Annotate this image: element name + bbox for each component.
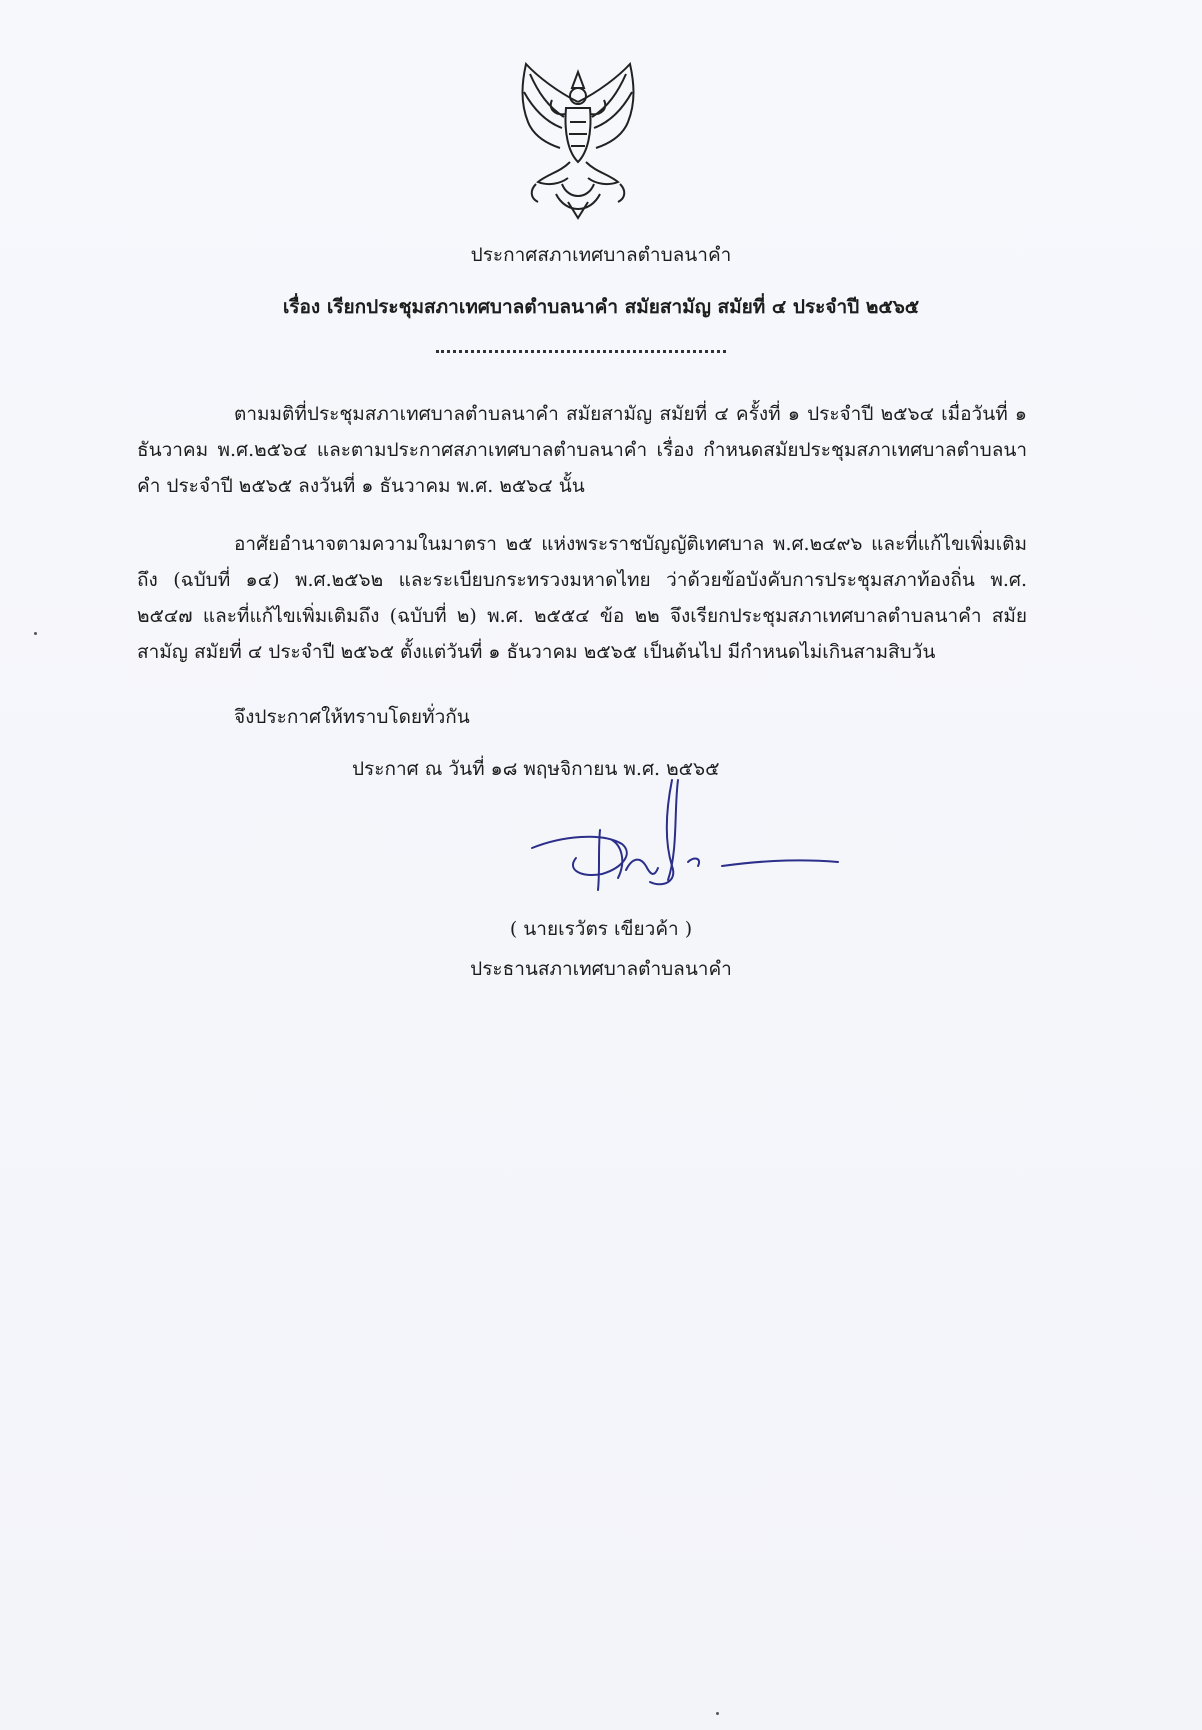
announcement-date: ประกาศ ณ วันที่ ๑๘ พฤษจิกายน พ.ศ. ๒๕๖๕ <box>352 758 720 780</box>
dotted-divider <box>436 350 726 353</box>
handwritten-signature-icon <box>522 770 842 920</box>
body-paragraph-1: ตามมติที่ประชุมสภาเทศบาลตำบลนาคำ สมัยสามัญ สมัยที่ ๔ ครั้งที่ ๑ ประจำปี ๒๕๖๔ เมื่อวันที่ ๑ ธันวาคม พ.ศ.๒๕๖๔ และตามประกาศสภาเทศบาลตำบลนาคำ เรื่อง กำหนดสมัยประชุมสภาเทศบาลตำบลนาคำ ประจำปี ๒๕๖๕ ลงวันที่ ๑ ธันวาคม พ.ศ. ๒๕๖๔ นั้น <box>137 403 1027 497</box>
body-paragraph-2: อาศัยอำนาจตามความในมาตรา ๒๕ แห่งพระราชบัญญัติเทศบาล พ.ศ.๒๔๙๖ และที่แก้ไขเพิ่มเติมถึง (ฉบับที่ ๑๔) พ.ศ.๒๕๖๒ และระเบียบกระทรวงมหาดไทย ว่าด้วยข้อบังคับการประชุมสภาท้องถิ่น พ.ศ. ๒๕๔๗ และที่แก้ไขเพิ่มเติมถึง (ฉบับที่ ๒) พ.ศ. ๒๕๕๔ ข้อ ๒๒ จึงเรียกประชุมสภาเทศบาลตำบลนาคำ สมัยสามัญ สมัยที่ ๔ ประจำปี ๒๕๖๕ ตั้งแต่วันที่ ๑ ธันวาคม ๒๕๖๕ เป็นต้นไป มีกำหนดไม่เกินสามสิบวัน <box>137 533 1027 663</box>
document-title: ประกาศสภาเทศบาลตำบลนาคำ <box>470 244 732 266</box>
scan-speck <box>34 632 37 635</box>
signer-name: ( นายเรวัตร เขียวค้า ) <box>509 918 693 940</box>
garuda-emblem-icon <box>508 62 648 222</box>
announcement-line: จึงประกาศให้ทราบโดยทั่วกัน <box>234 706 470 728</box>
scan-speck <box>716 1712 719 1715</box>
signer-title: ประธานสภาเทศบาลตำบลนาคำ <box>470 958 732 980</box>
document-subject: เรื่อง เรียกประชุมสภาเทศบาลตำบลนาคำ สมัยสามัญ สมัยที่ ๔ ประจำปี ๒๕๖๕ <box>282 296 920 318</box>
